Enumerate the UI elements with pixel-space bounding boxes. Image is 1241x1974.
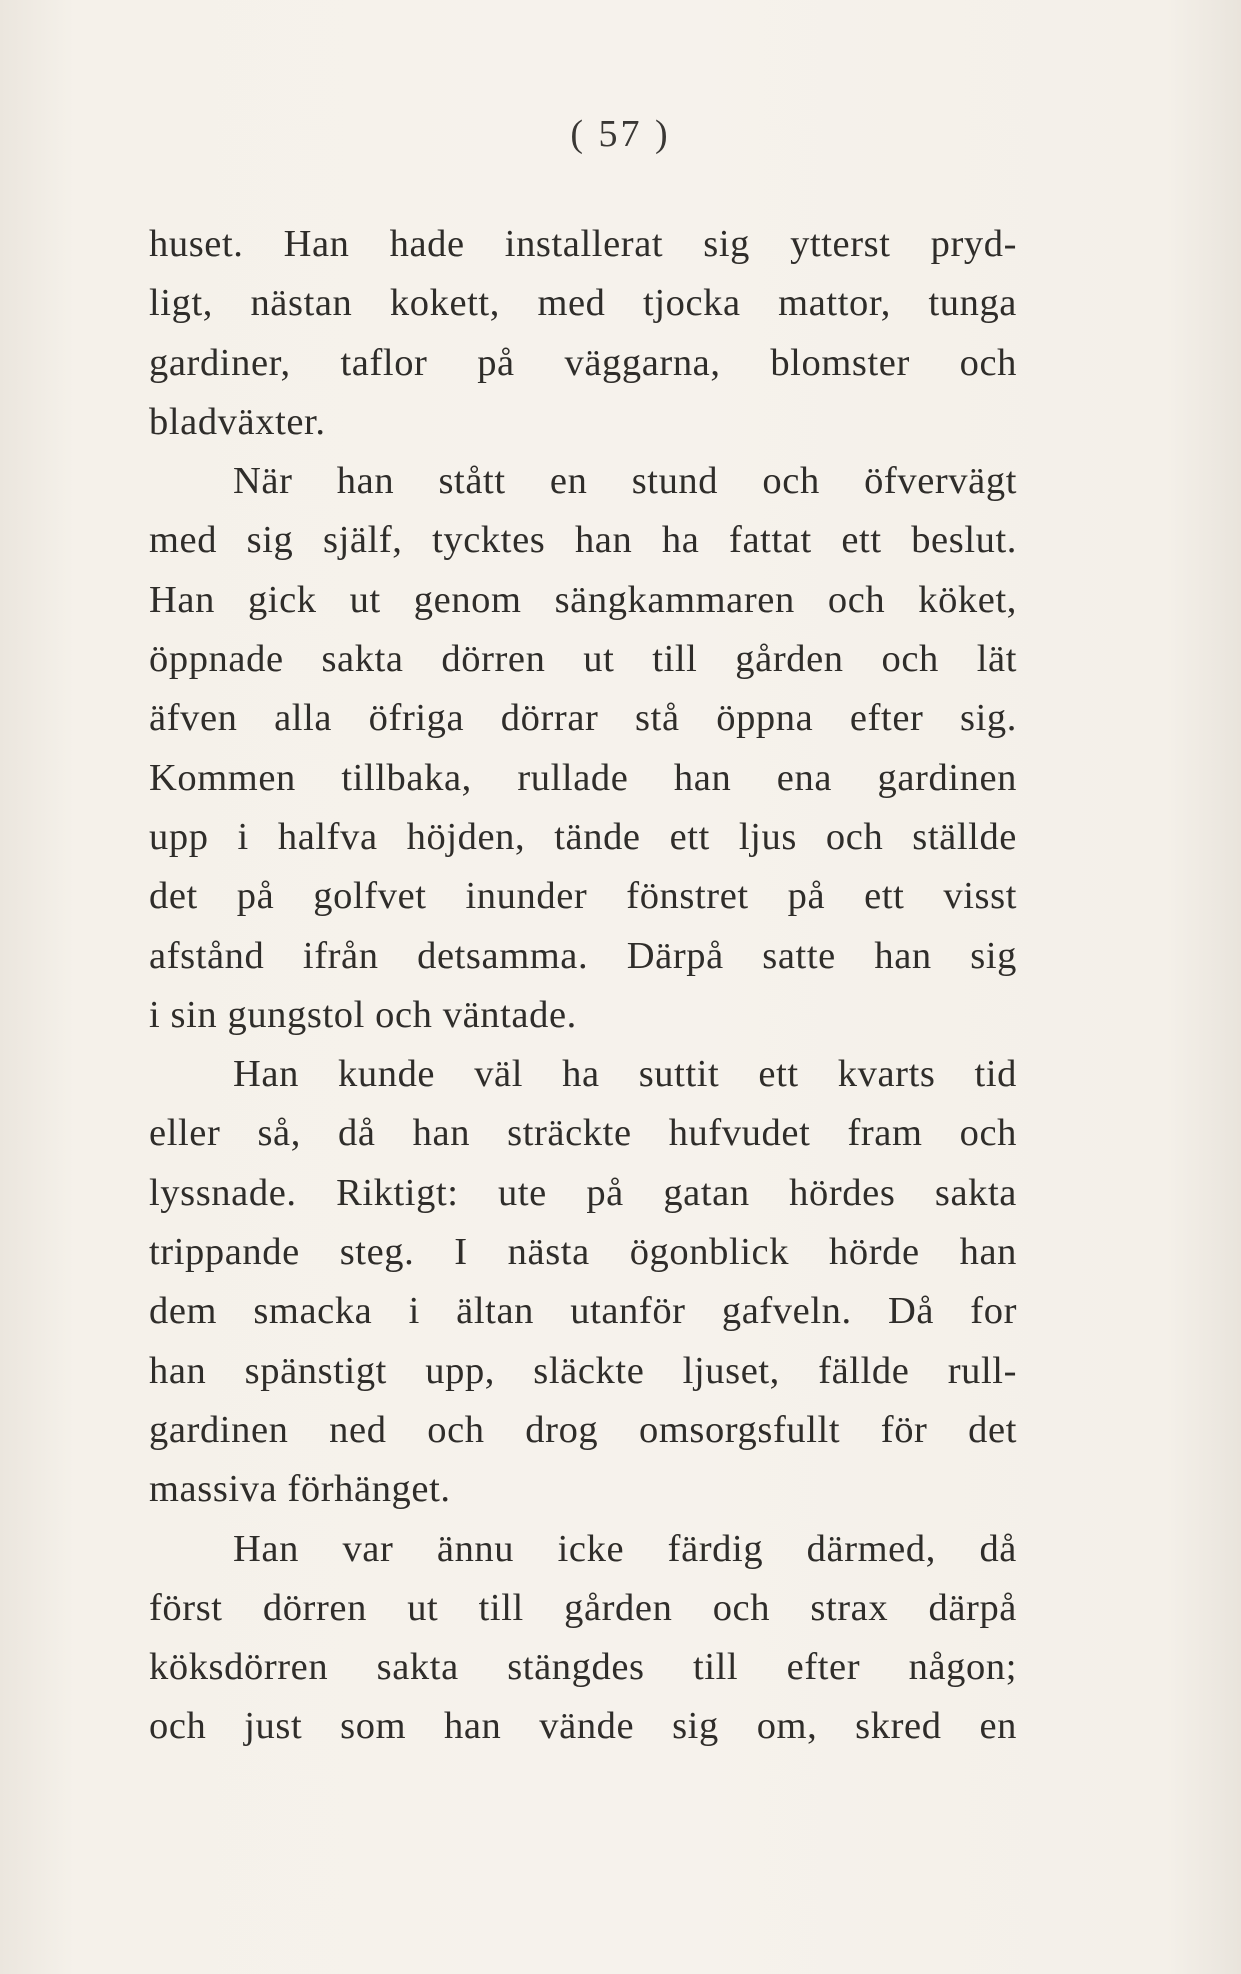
text-line: trippande steg. I nästa ögonblick hörde han — [149, 1231, 1017, 1274]
text-line: lyssnade. Riktigt: ute på gatan hördes sakta — [149, 1171, 1017, 1214]
text-line: köksdörren sakta stängdes till efter någon; — [149, 1646, 1017, 1689]
page-number: ( 57 ) — [570, 113, 671, 155]
text-line: äfven alla öfriga dörrar stå öppna efter sig. — [149, 697, 1017, 740]
text-line: Han var ännu icke färdig därmed, då — [233, 1527, 1017, 1570]
text-line: i sin gungstol och väntade. — [149, 993, 577, 1036]
text-line: gardiner, taflor på väggarna, blomster och — [149, 341, 1017, 384]
text-line: huset. Han hade installerat sig ytterst pryd- — [149, 223, 1017, 265]
text-line: Kommen tillbaka, rullade han ena gardinen — [149, 756, 1017, 799]
text-line: gardinen ned och drog omsorgsfullt för det — [149, 1408, 1017, 1451]
text-line: afstånd ifrån detsamma. Därpå satte han sig — [149, 934, 1017, 977]
text-line: dem smacka i ältan utanför gafveln. Då for — [149, 1290, 1017, 1333]
text-line: bladväxter. — [149, 400, 326, 443]
text-line: öppnade sakta dörren ut till gården och lät — [149, 638, 1017, 681]
body-text — [149, 215, 1017, 1757]
text-line: först dörren ut till gården och strax därpå — [149, 1586, 1017, 1629]
text-line: Han gick ut genom sängkammaren och köket, — [149, 578, 1017, 621]
text-line: ligt, nästan kokett, med tjocka mattor, tunga — [149, 282, 1017, 325]
text-line: Han kunde väl ha suttit ett kvarts tid — [233, 1053, 1017, 1096]
text-line: När han stått en stund och öfvervägt — [233, 460, 1017, 503]
text-line: med sig själf, tycktes han ha fattat ett beslut. — [149, 519, 1017, 562]
text-line: eller så, då han sträckte hufvudet fram och — [149, 1112, 1017, 1155]
text-line: han spänstigt upp, släckte ljuset, fällde rull- — [149, 1349, 1017, 1392]
text-line: upp i halfva höjden, tände ett ljus och ställde — [149, 815, 1017, 858]
text-line: det på golfvet inunder fönstret på ett visst — [149, 875, 1017, 918]
text-line: massiva förhänget. — [149, 1468, 451, 1511]
text-line: och just som han vände sig om, skred en — [149, 1705, 1017, 1748]
